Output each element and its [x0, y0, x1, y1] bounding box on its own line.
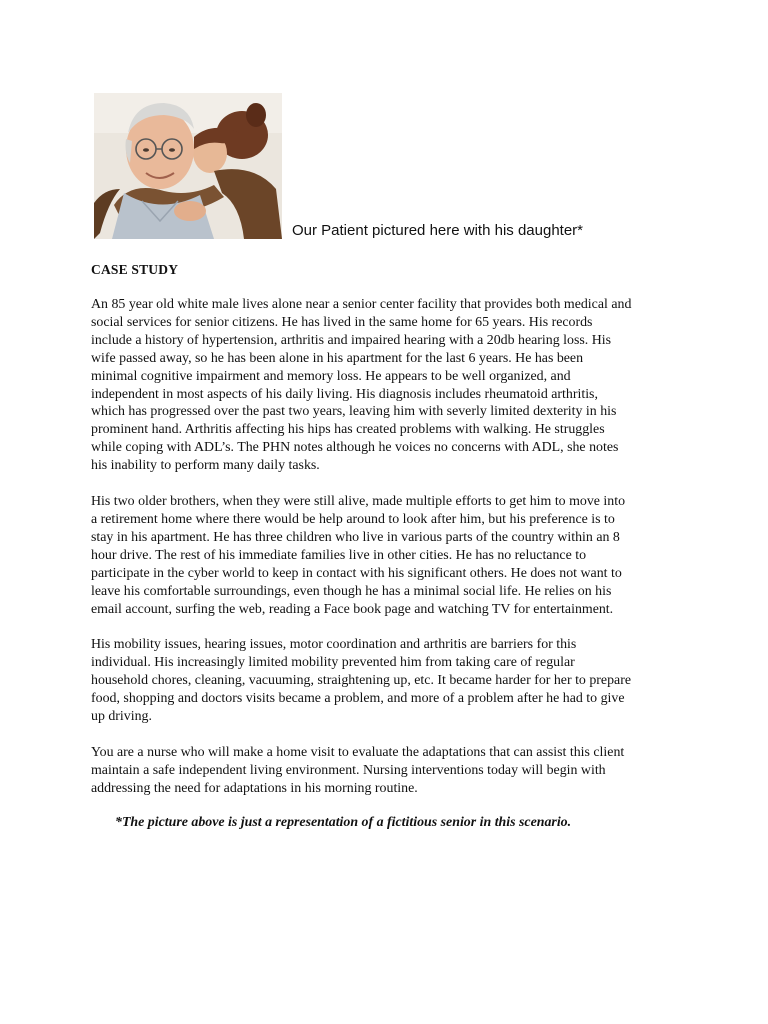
text-line: His two older brothers, when they were still alive, made multiple efforts to get him to move into — [91, 494, 626, 510]
paragraph-family-situation — [91, 493, 691, 618]
text-line: wife passed away, so he has been alone in his apartment for the last 6 years. He has been — [91, 350, 584, 366]
text-line: independent in most aspects of his daily living. His diagnosis includes rheumatoid arthritis, — [91, 386, 598, 402]
paragraph-barriers — [91, 636, 691, 726]
paragraph-nurse-task — [91, 744, 691, 798]
text-line: individual. His increasingly limited mobility prevented him from taking care of regular — [91, 655, 575, 671]
text-line: His mobility issues, hearing issues, motor coordination and arthritis are barriers for this — [91, 637, 577, 653]
text-line: household chores, cleaning, vacuuming, straightening up, etc. It became harder for her to prepare — [91, 673, 631, 689]
text-line: addressing the need for adaptations in his morning routine. — [91, 780, 418, 796]
text-line: while coping with ADL’s. The PHN notes although he voices no concerns with ADL, she notes — [91, 440, 619, 456]
text-line: include a history of hypertension, arthritis and impaired hearing with a 20db hearing loss. His — [91, 332, 612, 348]
picture-disclaimer-footnote: *The picture above is just a representation of a fictitious senior in this scenario. — [115, 815, 572, 830]
patient-photo-image — [94, 93, 282, 239]
case-study-body — [91, 296, 691, 816]
text-line: prominent hand. Arthritis affecting his hips has created problems with walking. He struggles — [91, 422, 605, 438]
text-line: An 85 year old white male lives alone near a senior center facility that provides both medical and — [91, 297, 632, 312]
text-line: You are a nurse who will make a home visit to evaluate the adaptations that can assist this client — [91, 744, 625, 760]
text-line: his inability to perform many daily tasks. — [91, 458, 320, 474]
text-line: leave his comfortable surroundings, even though he has a minimal social life. He relies on his — [91, 583, 612, 599]
text-line: social services for senior citizens. He has lived in the same home for 65 years. His records — [91, 314, 593, 330]
text-line: minimal cognitive impairment and memory loss. He appears to be well organized, and — [91, 368, 571, 384]
text-line: hour drive. The rest of his immediate families live in other cities. He has no reluctance to — [91, 547, 587, 563]
text-line: which has progressed over the past two years, leaving him with severly limited dexterity in his — [91, 404, 617, 420]
patient-photo — [94, 93, 282, 239]
text-line: up driving. — [91, 709, 152, 725]
text-line: food, shopping and doctors visits became a problem, and more of a problem after he had to give — [91, 691, 625, 707]
paragraph-patient-history — [91, 296, 691, 475]
text-line: a retirement home where there would be help around to look after him, but his preference is to — [91, 511, 615, 527]
text-line: email account, surfing the web, reading a Face book page and watching TV for entertainment. — [91, 601, 614, 617]
text-line: stay in his apartment. He has three children who live in various parts of the country within an 8 — [91, 529, 620, 545]
text-line: maintain a safe independent living environment. Nursing interventions today will begin with — [91, 762, 606, 778]
text-line: participate in the cyber world to keep in contact with his significant others. He does not want to — [91, 565, 622, 581]
photo-caption: Our Patient pictured here with his daughter* — [292, 222, 583, 239]
case-study-heading: CASE STUDY — [91, 262, 179, 277]
